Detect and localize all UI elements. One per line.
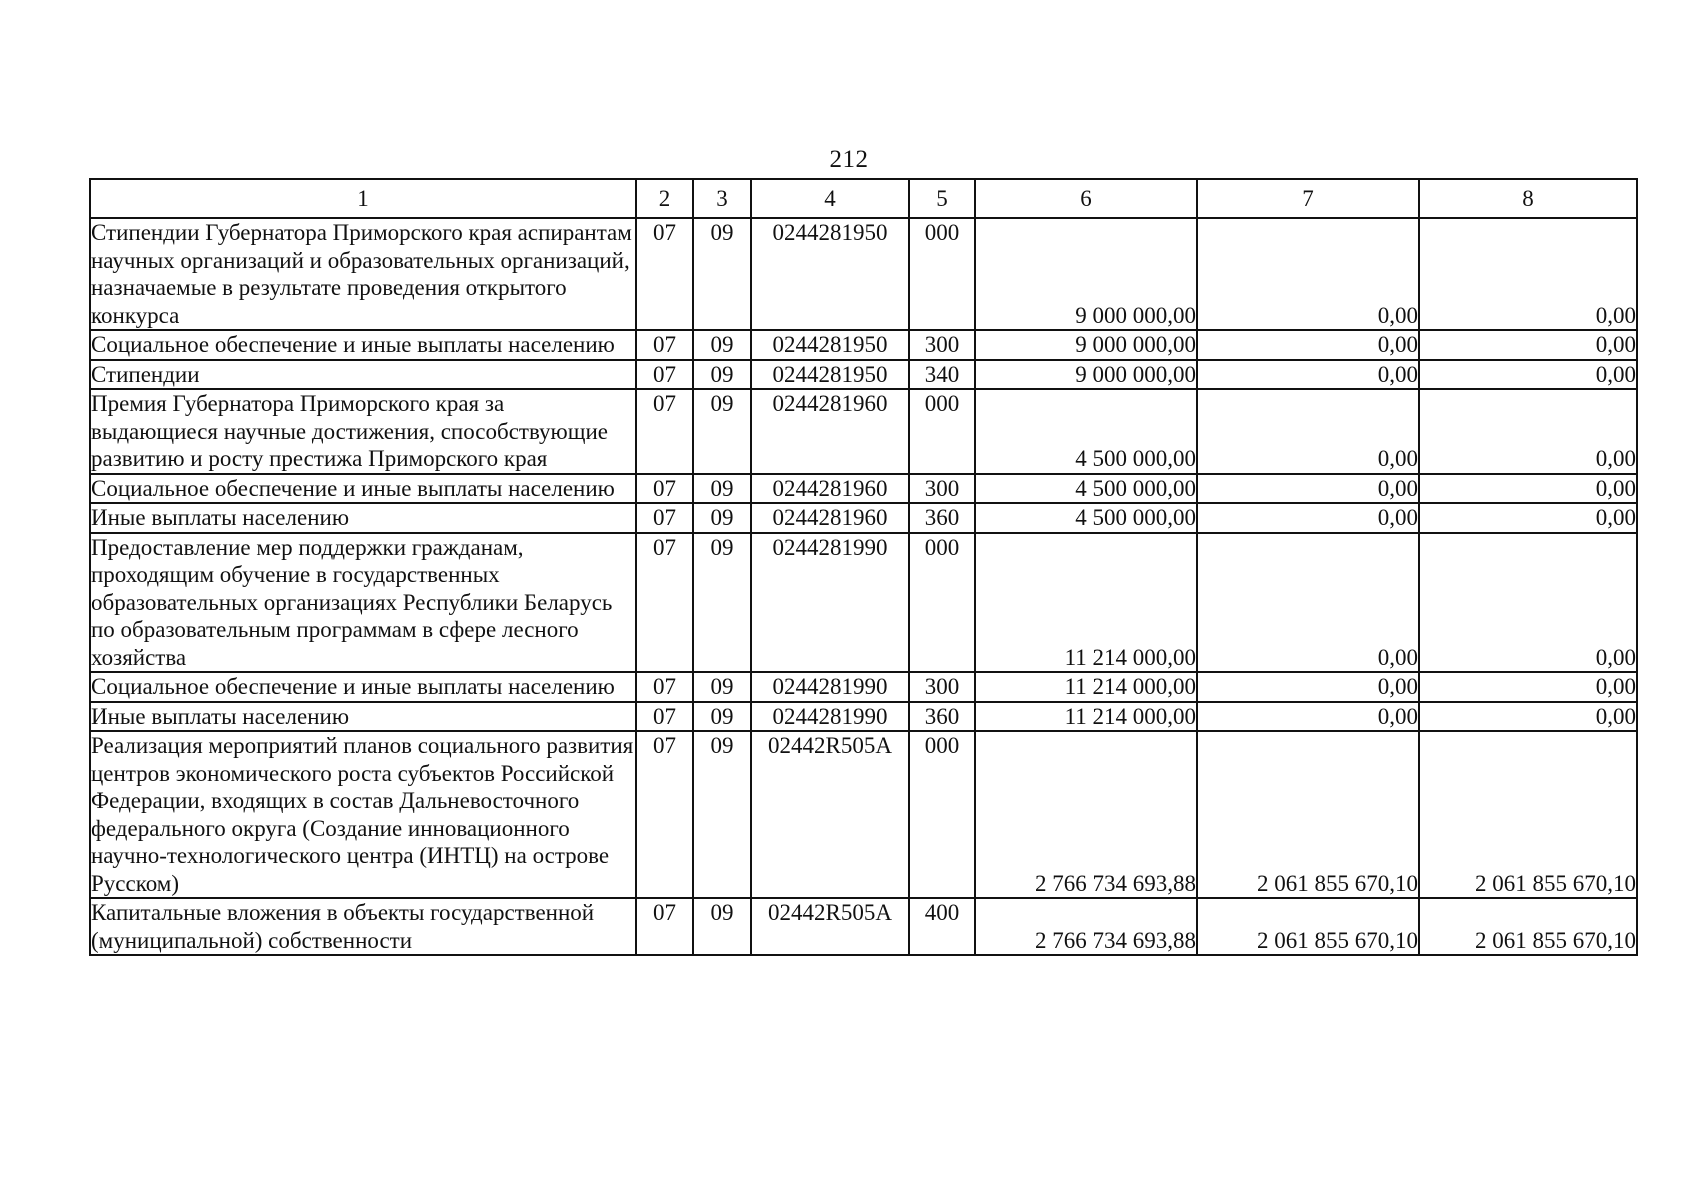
subsection-code: 09 [693, 672, 751, 702]
expense-type-code: 300 [909, 672, 975, 702]
amount-col6: 9 000 000,00 [975, 360, 1197, 390]
row-name: Социальное обеспечение и иные выплаты населению [90, 330, 636, 360]
header-row [90, 179, 1637, 218]
subsection-code: 09 [693, 389, 751, 474]
column-header-6: 6 [975, 179, 1197, 218]
amount-col8: 0,00 [1419, 702, 1637, 732]
table-row [90, 731, 1637, 898]
subsection-code: 09 [693, 218, 751, 330]
table-row [90, 898, 1637, 955]
table-row [90, 330, 1637, 360]
column-header-3: 3 [693, 179, 751, 218]
amount-col6: 4 500 000,00 [975, 503, 1197, 533]
amount-col8: 0,00 [1419, 474, 1637, 504]
amount-col6: 9 000 000,00 [975, 218, 1197, 330]
budget-table [89, 178, 1638, 956]
expense-type-code: 400 [909, 898, 975, 955]
amount-col8: 0,00 [1419, 503, 1637, 533]
row-name: Социальное обеспечение и иные выплаты населению [90, 672, 636, 702]
amount-col7: 0,00 [1197, 330, 1419, 360]
row-name: Социальное обеспечение и иные выплаты населению [90, 474, 636, 504]
amount-col6: 11 214 000,00 [975, 533, 1197, 673]
amount-col7: 0,00 [1197, 218, 1419, 330]
column-header-2: 2 [636, 179, 693, 218]
column-header-1: 1 [90, 179, 636, 218]
row-name: Стипендии [90, 360, 636, 390]
amount-col6: 2 766 734 693,88 [975, 898, 1197, 955]
subsection-code: 09 [693, 360, 751, 390]
row-name: Иные выплаты населению [90, 503, 636, 533]
section-code: 07 [636, 360, 693, 390]
amount-col7: 2 061 855 670,10 [1197, 731, 1419, 898]
subsection-code: 09 [693, 474, 751, 504]
target-code: 0244281960 [751, 474, 909, 504]
section-code: 07 [636, 533, 693, 673]
amount-col7: 0,00 [1197, 672, 1419, 702]
amount-col6: 11 214 000,00 [975, 672, 1197, 702]
amount-col7: 0,00 [1197, 474, 1419, 504]
row-name: Реализация мероприятий планов социального развития центров экономического роста субъектов Российской Федерации, входящих в состав Дальневосточного федерального округа (Создание инновационного научно-технологического центра (ИНТЦ) на острове Русском) [90, 731, 636, 898]
section-code: 07 [636, 672, 693, 702]
amount-col7: 0,00 [1197, 389, 1419, 474]
section-code: 07 [636, 702, 693, 732]
expense-type-code: 360 [909, 503, 975, 533]
column-header-7: 7 [1197, 179, 1419, 218]
table-row [90, 389, 1637, 474]
target-code: 0244281960 [751, 503, 909, 533]
subsection-code: 09 [693, 503, 751, 533]
section-code: 07 [636, 898, 693, 955]
section-code: 07 [636, 330, 693, 360]
section-code: 07 [636, 389, 693, 474]
row-name: Предоставление мер поддержки гражданам, проходящим обучение в государственных образовательных организациях Республики Беларусь по образовательным программам в сфере лесного хозяйства [90, 533, 636, 673]
expense-type-code: 000 [909, 533, 975, 673]
amount-col7: 0,00 [1197, 533, 1419, 673]
amount-col6: 2 766 734 693,88 [975, 731, 1197, 898]
amount-col8: 0,00 [1419, 330, 1637, 360]
section-code: 07 [636, 218, 693, 330]
expense-type-code: 300 [909, 330, 975, 360]
row-name: Капитальные вложения в объекты государственной (муниципальной) собственности [90, 898, 636, 955]
row-name: Стипендии Губернатора Приморского края аспирантам научных организаций и образовательных организаций, назначаемые в результате проведения открытого конкурса [90, 218, 636, 330]
subsection-code: 09 [693, 898, 751, 955]
amount-col8: 0,00 [1419, 389, 1637, 474]
subsection-code: 09 [693, 702, 751, 732]
amount-col6: 4 500 000,00 [975, 474, 1197, 504]
table-row [90, 474, 1637, 504]
section-code: 07 [636, 731, 693, 898]
expense-type-code: 000 [909, 218, 975, 330]
amount-col7: 0,00 [1197, 702, 1419, 732]
section-code: 07 [636, 474, 693, 504]
expense-type-code: 360 [909, 702, 975, 732]
target-code: 0244281990 [751, 702, 909, 732]
target-code: 0244281950 [751, 218, 909, 330]
target-code: 0244281950 [751, 330, 909, 360]
target-code: 0244281950 [751, 360, 909, 390]
subsection-code: 09 [693, 330, 751, 360]
subsection-code: 09 [693, 533, 751, 673]
amount-col6: 9 000 000,00 [975, 330, 1197, 360]
amount-col8: 0,00 [1419, 218, 1637, 330]
target-code: 0244281960 [751, 389, 909, 474]
target-code: 02442R505A [751, 731, 909, 898]
column-header-5: 5 [909, 179, 975, 218]
section-code: 07 [636, 503, 693, 533]
table-row [90, 360, 1637, 390]
page-number: 212 [829, 146, 869, 173]
row-name: Иные выплаты населению [90, 702, 636, 732]
amount-col8: 0,00 [1419, 672, 1637, 702]
expense-type-code: 300 [909, 474, 975, 504]
amount-col6: 11 214 000,00 [975, 702, 1197, 732]
table-row [90, 702, 1637, 732]
amount-col7: 0,00 [1197, 360, 1419, 390]
table-row [90, 218, 1637, 330]
amount-col7: 0,00 [1197, 503, 1419, 533]
amount-col7: 2 061 855 670,10 [1197, 898, 1419, 955]
amount-col8: 0,00 [1419, 360, 1637, 390]
amount-col6: 4 500 000,00 [975, 389, 1197, 474]
target-code: 0244281990 [751, 533, 909, 673]
subsection-code: 09 [693, 731, 751, 898]
target-code: 0244281990 [751, 672, 909, 702]
column-header-4: 4 [751, 179, 909, 218]
row-name: Премия Губернатора Приморского края за выдающиеся научные достижения, способствующие развитию и росту престижа Приморского края [90, 389, 636, 474]
expense-type-code: 000 [909, 731, 975, 898]
expense-type-code: 340 [909, 360, 975, 390]
amount-col8: 0,00 [1419, 533, 1637, 673]
amount-col8: 2 061 855 670,10 [1419, 731, 1637, 898]
expense-type-code: 000 [909, 389, 975, 474]
table-row [90, 672, 1637, 702]
column-header-8: 8 [1419, 179, 1637, 218]
target-code: 02442R505A [751, 898, 909, 955]
amount-col8: 2 061 855 670,10 [1419, 898, 1637, 955]
table-row [90, 533, 1637, 673]
table-row [90, 503, 1637, 533]
